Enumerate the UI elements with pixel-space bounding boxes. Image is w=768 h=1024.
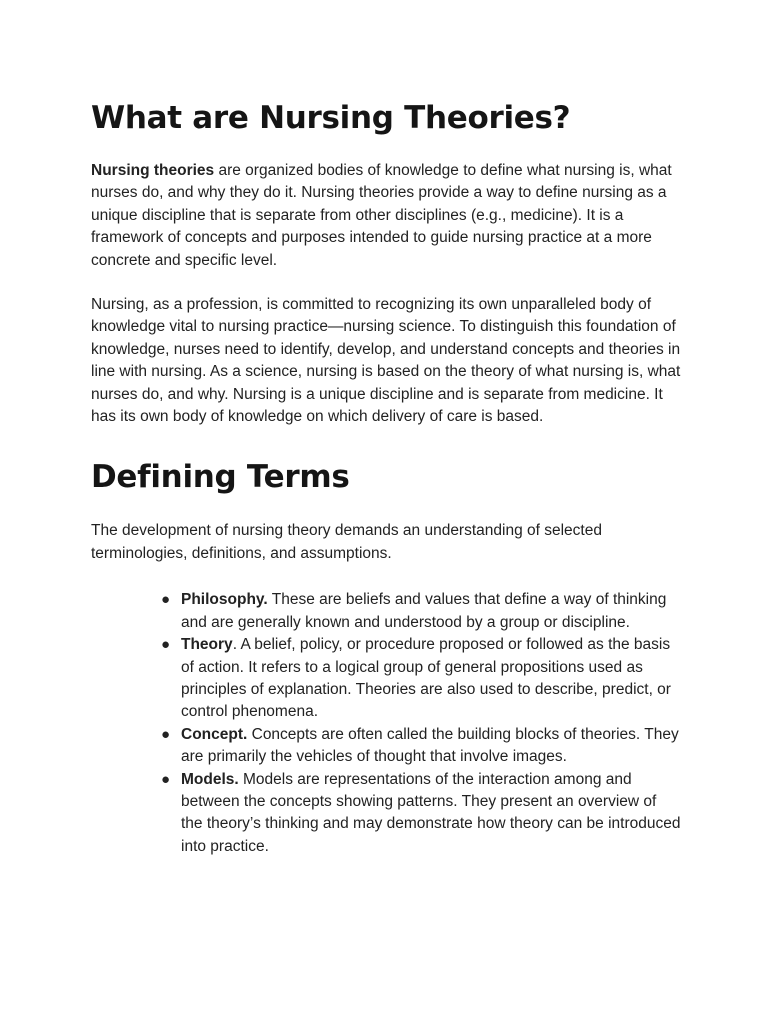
term-definition: These are beliefs and values that define a way of thinking and are generally known and understood by a group or discipline.	[181, 591, 667, 631]
list-item-models	[161, 769, 681, 859]
intro-paragraph	[91, 160, 691, 272]
profession-paragraph: Nursing, as a profession, is committed to recognizing its own unparalleled body of knowledge vital to nursing practice—nursing science. To distinguish this foundation of knowledge, nurses need to identify, develop, and understand concepts and theories in line with nursing. As a science, nursing is based on the theory of what nursing is, what nurses do, and why. Nursing is a unique discipline and is separate from medicine. It has its own body of knowledge on which delivery of care is based.	[91, 296, 681, 426]
bullet-icon: ●	[161, 591, 171, 609]
term-label: Concept.	[181, 725, 248, 743]
bullet-icon: ●	[161, 725, 171, 743]
list-item-concept	[161, 724, 681, 769]
term-definition: Concepts are often called the building blocks of theories. They are primarily the vehicles of thought that involve images.	[181, 725, 679, 766]
list-item-philosophy	[161, 589, 681, 634]
term-definition: Models are representations of the interaction among and between the concepts showing patterns. They present an overview of the theory’s thinking and may demonstrate how theory can be introduced into practice.	[181, 770, 681, 855]
term-label: Philosophy.	[181, 591, 268, 609]
bullet-icon: ●	[161, 770, 171, 788]
intro-lead-term: Nursing theories	[91, 162, 215, 179]
term-definition: . A belief, policy, or procedure proposed or followed as the basis of action. It refers to a logical group of general propositions used as principles of explanation. Theories are also used to describe, predict, or control phenomena.	[181, 636, 671, 721]
terms-intro-paragraph: The development of nursing theory demands an understanding of selected terminologies, definitions, and assumptions.	[91, 522, 602, 562]
term-label: Theory	[181, 636, 233, 654]
intro-text: are organized bodies of knowledge to define what nursing is, what nurses do, and why they do it. Nursing theories provide a way to define nursing as a unique discipline that is separate from other disciplines (e.g., medicine). It is a framework of concepts and purposes intended to guide nursing practice at a more concrete and specific level.	[91, 162, 672, 269]
list-item-theory	[161, 634, 681, 724]
term-label: Models.	[181, 770, 239, 788]
page-title: What are Nursing Theories?	[91, 100, 571, 136]
document-content	[91, 96, 691, 858]
bullet-icon: ●	[161, 636, 171, 654]
section-heading-defining-terms: Defining Terms	[91, 459, 350, 496]
terms-list	[161, 589, 681, 858]
